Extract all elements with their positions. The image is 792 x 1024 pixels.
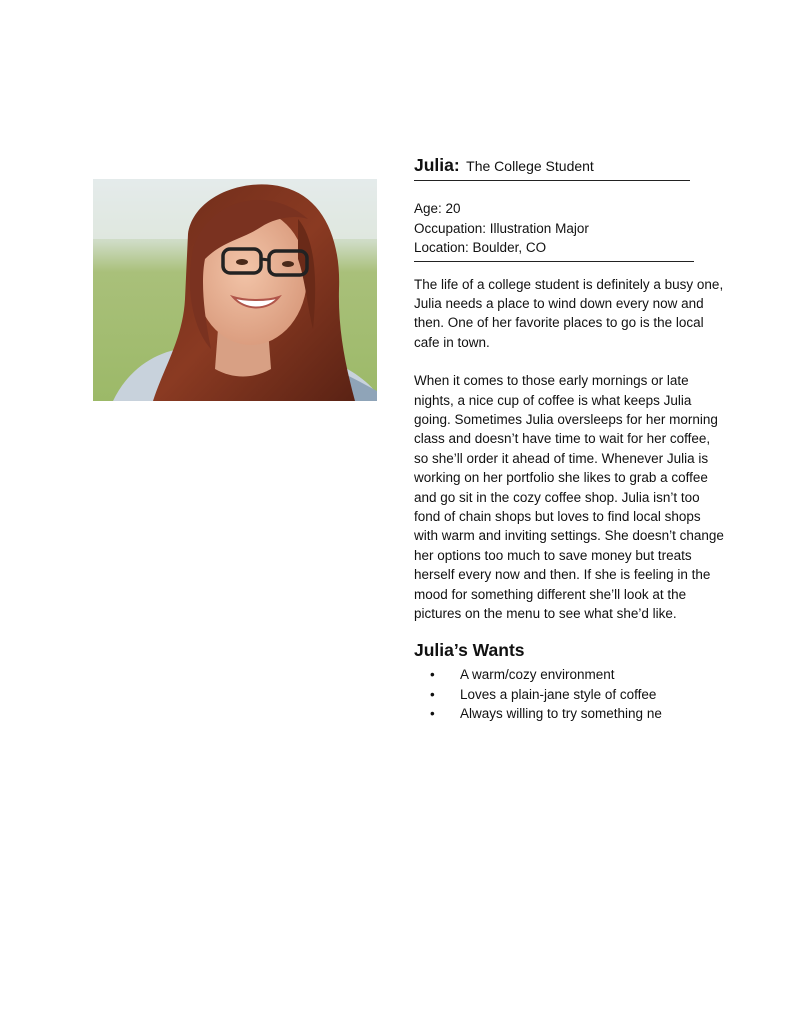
wants-list: [414, 665, 724, 724]
persona-occupation: Occupation: Illustration Major: [414, 220, 589, 236]
story-paragraph-1: The life of a college student is definitely a busy one, Julia needs a place to wind down every now and then. One of her favorite places to go is the local cafe in town.: [414, 276, 724, 350]
persona-name: Julia:: [414, 155, 460, 175]
list-item: [414, 665, 724, 685]
persona-title: [414, 155, 690, 181]
persona-photo: [93, 179, 377, 401]
story-paragraph-2: When it comes to those early mornings or late nights, a nice cup of coffee is what keeps Julia going. Sometimes Julia oversleeps for her morning class and doesn’t have time to wait for her coffee, so she’ll order it ahead of time. Whenever Julia is working on her portfolio she likes to grab a coffee and go sit in the cozy coffee shop. Julia isn’t too fond of chain shops but loves to find local shops with warm and inviting settings. She doesn’t change her options too much to save money but treats herself every now and then. If she is feeling in the mood for something different she’ll look at the pictures on the menu to see what she’d like.: [414, 373, 724, 621]
wants-heading: Julia’s Wants: [414, 640, 525, 661]
want-text: A warm/cozy environment: [460, 667, 615, 683]
list-item: [414, 685, 724, 705]
persona-subtitle: The College Student: [466, 158, 594, 174]
list-item: [414, 704, 724, 724]
persona-content: [414, 155, 724, 724]
persona-age: Age: 20: [414, 201, 461, 216]
persona-location: Location: Boulder, CO: [414, 240, 547, 255]
bullet-icon: •: [430, 706, 435, 722]
want-text: Loves a plain-jane style of coffee: [460, 686, 657, 702]
bullet-icon: •: [430, 667, 435, 683]
want-text: Always willing to try something ne: [460, 706, 662, 722]
bullet-icon: •: [430, 686, 435, 702]
persona-details: [414, 199, 694, 262]
